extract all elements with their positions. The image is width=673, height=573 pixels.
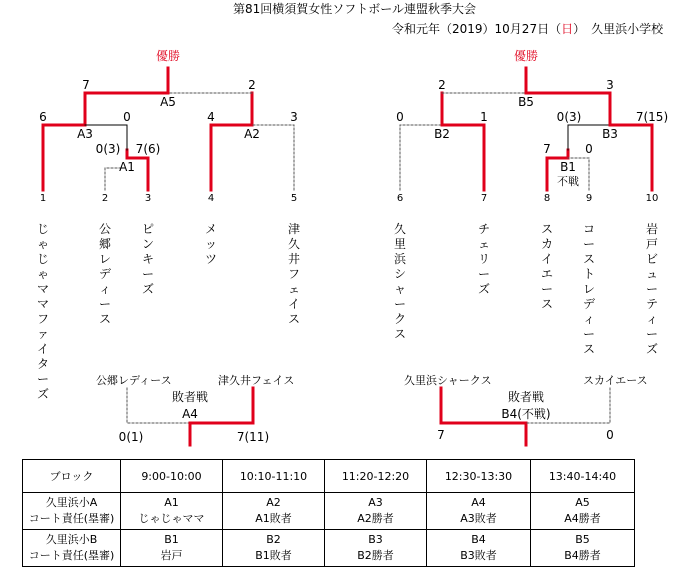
schedule-header-cell: 12:30-13:30 xyxy=(427,460,531,493)
A2-game-label: A2 xyxy=(244,127,260,141)
block-cell xyxy=(23,493,121,530)
block-name: 久里浜小B xyxy=(45,533,98,546)
team-name: スカイエース xyxy=(540,222,553,311)
schedule-cell xyxy=(223,530,325,567)
B3-score-left: 0(3) xyxy=(556,110,582,124)
A1-score-right: 7(6) xyxy=(135,142,161,156)
B3-game-label: B3 xyxy=(602,127,618,141)
block-subtitle: コート責任(塁審) xyxy=(28,549,115,562)
game-code: B5 xyxy=(575,533,590,546)
B3-score-right: 7(15) xyxy=(635,110,669,124)
date-prefix: 令和元年（2019）10月27日（ xyxy=(392,22,562,36)
A3-score-left: 6 xyxy=(39,110,47,124)
game-duty: じゃじゃママ xyxy=(138,512,205,525)
schedule-header-cell: ブロック xyxy=(23,460,121,493)
team-number: 10 xyxy=(645,193,659,204)
A1-game-label: A1 xyxy=(119,160,135,174)
A4-score-left: 0(1) xyxy=(118,430,144,444)
game-duty: A3敗者 xyxy=(460,512,497,525)
B1-score-right: 0 xyxy=(585,142,593,156)
team-name: 公郷レディース xyxy=(98,222,111,326)
game-duty: A4勝者 xyxy=(564,512,601,525)
A2-score-left: 4 xyxy=(207,110,215,124)
line-A2-winner xyxy=(211,93,252,190)
B4-team-left: 久里浜シャークス xyxy=(404,374,492,387)
B4-caption: 敗者戦 xyxy=(507,390,545,404)
block-name: 久里浜小A xyxy=(45,496,98,509)
team-name: 久里浜シャークス xyxy=(393,222,406,341)
schedule-cell xyxy=(325,493,427,530)
B2-game-label: B2 xyxy=(434,127,450,141)
team-number: 2 xyxy=(101,193,109,204)
team-number: 1 xyxy=(39,193,47,204)
team-number: 3 xyxy=(144,193,152,204)
game-code: A2 xyxy=(266,496,281,509)
team-name: コーストレディース xyxy=(582,222,595,356)
game-duty: B3敗者 xyxy=(460,549,497,562)
line-B2-winner xyxy=(442,93,484,190)
A4-team-right: 津久井フェイス xyxy=(218,374,295,387)
schedule-header-cell: 10:10-11:10 xyxy=(223,460,325,493)
schedule-cell xyxy=(427,530,531,567)
game-duty: 岩戸 xyxy=(160,549,183,562)
A3-game-label: A3 xyxy=(77,127,93,141)
team-name: ピンキーズ xyxy=(141,222,154,296)
team-name: じゃじゃママファイターズ xyxy=(36,222,49,401)
line-B3-winner xyxy=(610,93,652,190)
B4-team-right: スカイエース xyxy=(583,374,648,387)
game-code: A1 xyxy=(164,496,179,509)
team-number: 5 xyxy=(290,193,298,204)
team-name: 津久井フェイス xyxy=(287,222,300,326)
line-A5-winner xyxy=(85,68,168,93)
game-code: A4 xyxy=(471,496,486,509)
team-number: 7 xyxy=(480,193,488,204)
game-code: A5 xyxy=(575,496,590,509)
schedule-row xyxy=(23,530,635,567)
A4-game-label: A4 xyxy=(182,407,198,421)
game-code: B2 xyxy=(266,533,281,546)
B1-note: 不戦 xyxy=(557,175,579,188)
schedule-cell xyxy=(121,493,223,530)
A2-score-right: 3 xyxy=(290,110,298,124)
B1-score-left: 7 xyxy=(543,142,551,156)
A4-team-left: 公郷レディース xyxy=(96,374,172,387)
B5-score-right: 3 xyxy=(606,78,614,92)
left-champion-label: 優勝 xyxy=(155,49,181,63)
schedule-header-cell: 13:40-14:40 xyxy=(531,460,635,493)
game-duty: A1敗者 xyxy=(255,512,292,525)
A1-score-left: 0(3) xyxy=(95,142,121,156)
schedule-cell xyxy=(531,493,635,530)
A4-caption: 敗者戦 xyxy=(171,390,209,404)
schedule-row xyxy=(23,493,635,530)
game-duty: A2勝者 xyxy=(357,512,394,525)
B2-score-left: 0 xyxy=(396,110,404,124)
B5-score-left: 2 xyxy=(438,78,446,92)
right-champion-label: 優勝 xyxy=(513,49,539,63)
date-line xyxy=(392,22,663,36)
schedule-cell xyxy=(325,530,427,567)
game-duty: B1敗者 xyxy=(255,549,292,562)
block-cell xyxy=(23,530,121,567)
team-name: メッツ xyxy=(204,222,217,266)
B4-score-right: 0 xyxy=(606,428,614,442)
B2-score-right: 1 xyxy=(480,110,488,124)
team-name: チェリーズ xyxy=(477,222,490,296)
line-B5-winner xyxy=(526,68,610,93)
A5-score-left: 7 xyxy=(82,78,90,92)
game-code: B3 xyxy=(368,533,383,546)
schedule-cell xyxy=(531,530,635,567)
B4-game-label: B4(不戦) xyxy=(501,407,551,421)
game-code: B4 xyxy=(471,533,486,546)
A5-game-label: A5 xyxy=(160,95,176,109)
A3-score-right: 0 xyxy=(123,110,131,124)
schedule-header-cell: 11:20-12:20 xyxy=(325,460,427,493)
game-duty: B4勝者 xyxy=(564,549,601,562)
team-number: 8 xyxy=(543,193,551,204)
page-title: 第81回横須賀女性ソフトボール連盟秋季大会 xyxy=(233,2,477,16)
team-name: 岩戸ビューティーズ xyxy=(645,222,658,356)
schedule-cell xyxy=(223,493,325,530)
A4-score-right: 7(11) xyxy=(236,430,270,444)
line-A3-winner xyxy=(43,93,85,190)
schedule-cell xyxy=(427,493,531,530)
date-suffix: ） 久里浜小学校 xyxy=(573,22,664,36)
A5-score-right: 2 xyxy=(248,78,256,92)
team-number: 4 xyxy=(207,193,215,204)
date-day: 日 xyxy=(561,22,574,36)
team-number: 9 xyxy=(585,193,593,204)
block-subtitle: コート責任(塁審) xyxy=(28,512,115,525)
B4-score-left: 7 xyxy=(437,428,445,442)
B1-game-label: B1 xyxy=(560,160,576,174)
team-number: 6 xyxy=(396,193,404,204)
B5-game-label: B5 xyxy=(518,95,534,109)
game-code: B1 xyxy=(164,533,179,546)
game-duty: B2勝者 xyxy=(357,549,394,562)
schedule-table xyxy=(22,459,635,567)
schedule-cell xyxy=(121,530,223,567)
game-code: A3 xyxy=(368,496,383,509)
schedule-header-row xyxy=(23,460,635,493)
schedule-header-cell: 9:00-10:00 xyxy=(121,460,223,493)
